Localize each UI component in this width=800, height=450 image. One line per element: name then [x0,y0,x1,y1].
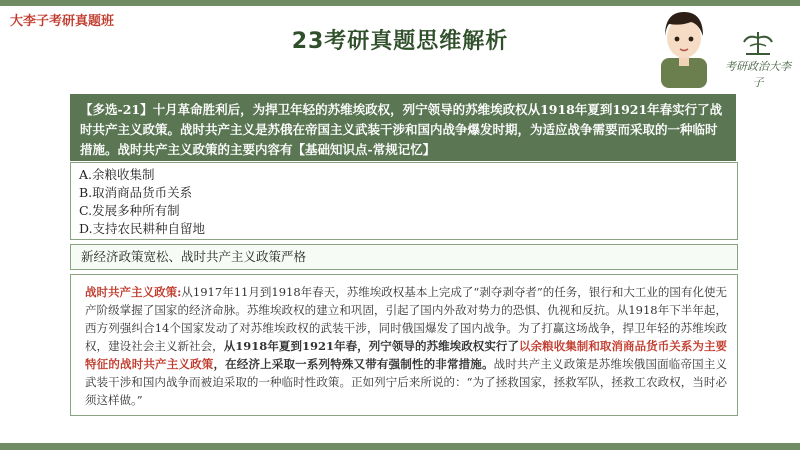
explanation-text [85,283,727,409]
explanation-panel [70,274,738,416]
explanation-part1: 从1917年11月到1918年春天，苏维埃政权基本上完成了“剥夺剥夺者”的任务，银行和大工业的国有化使无产阶级掌握了国家的经济命脉。苏维埃政权的建立和巩固，引起了国内外敌对势力的恐惧、仇视和反抗。从1918年下半年起，西方列强纠合14个国家发动了对苏维埃政权的武装干涉，同时俄国爆发了国内战争。为了打赢这场战争，捍卫年轻的苏维埃政权，建设社会主义新社会， [85,285,727,353]
options-panel [70,162,738,240]
question-panel [70,94,736,161]
explanation-heading: 战时共产主义政策: [85,285,182,299]
answer-note-text: 新经济政策宽松、战时共产主义政策严格 [81,249,307,264]
explanation-part2: 从1918年夏到1921年春，列宁领导的苏维埃政权实行了 [223,339,520,353]
page-title: 23考研真题思维解析 [291,29,509,54]
bottom-accent-bar [0,443,800,450]
question-text: 【多选-21】十月革命胜利后，为捍卫年轻的苏维埃政权，列宁领导的苏维埃政权从1918年夏到1921年春实行了战时共产主义政策。战时共产主义是苏俄在帝国主义武装干涉和国内战争爆发时期，为适应战争需要而采取的一种临时措施。战时共产主义政策的主要内容有【基础知识点-常规记忆】 [80,102,723,157]
option-b: B.取消商品货币关系 [79,185,193,200]
logo-emblem-icon [720,28,796,58]
logo [720,28,796,89]
option-d: D.支持农民耕种自留地 [79,221,206,236]
explanation-highlight: 以余粮收集制和取消商品货币关系为主要特征的战时共产主义政策 [85,339,728,371]
answer-note-panel [70,244,738,270]
brand-label: 大李子考研真题班 [10,14,115,29]
explanation-part5: 战时共产主义政策是苏维埃俄国面临帝国主义武装干涉和国内战争而被迫采取的一种临时性政策。正如列宁后来所说的：“为了拯救国家，拯救军队，拯救工农政权，当时必须这样做。” [85,357,728,407]
logo-text: 考研政治大李子 [725,60,791,89]
option-c: C.发展多种所有制 [79,203,180,218]
option-a: A.余粮收集制 [79,167,155,182]
explanation-part4: ，在经济上采取一系列特殊又带有强制性的非常措施。 [213,357,494,371]
cartoon-avatar-icon [651,6,717,88]
